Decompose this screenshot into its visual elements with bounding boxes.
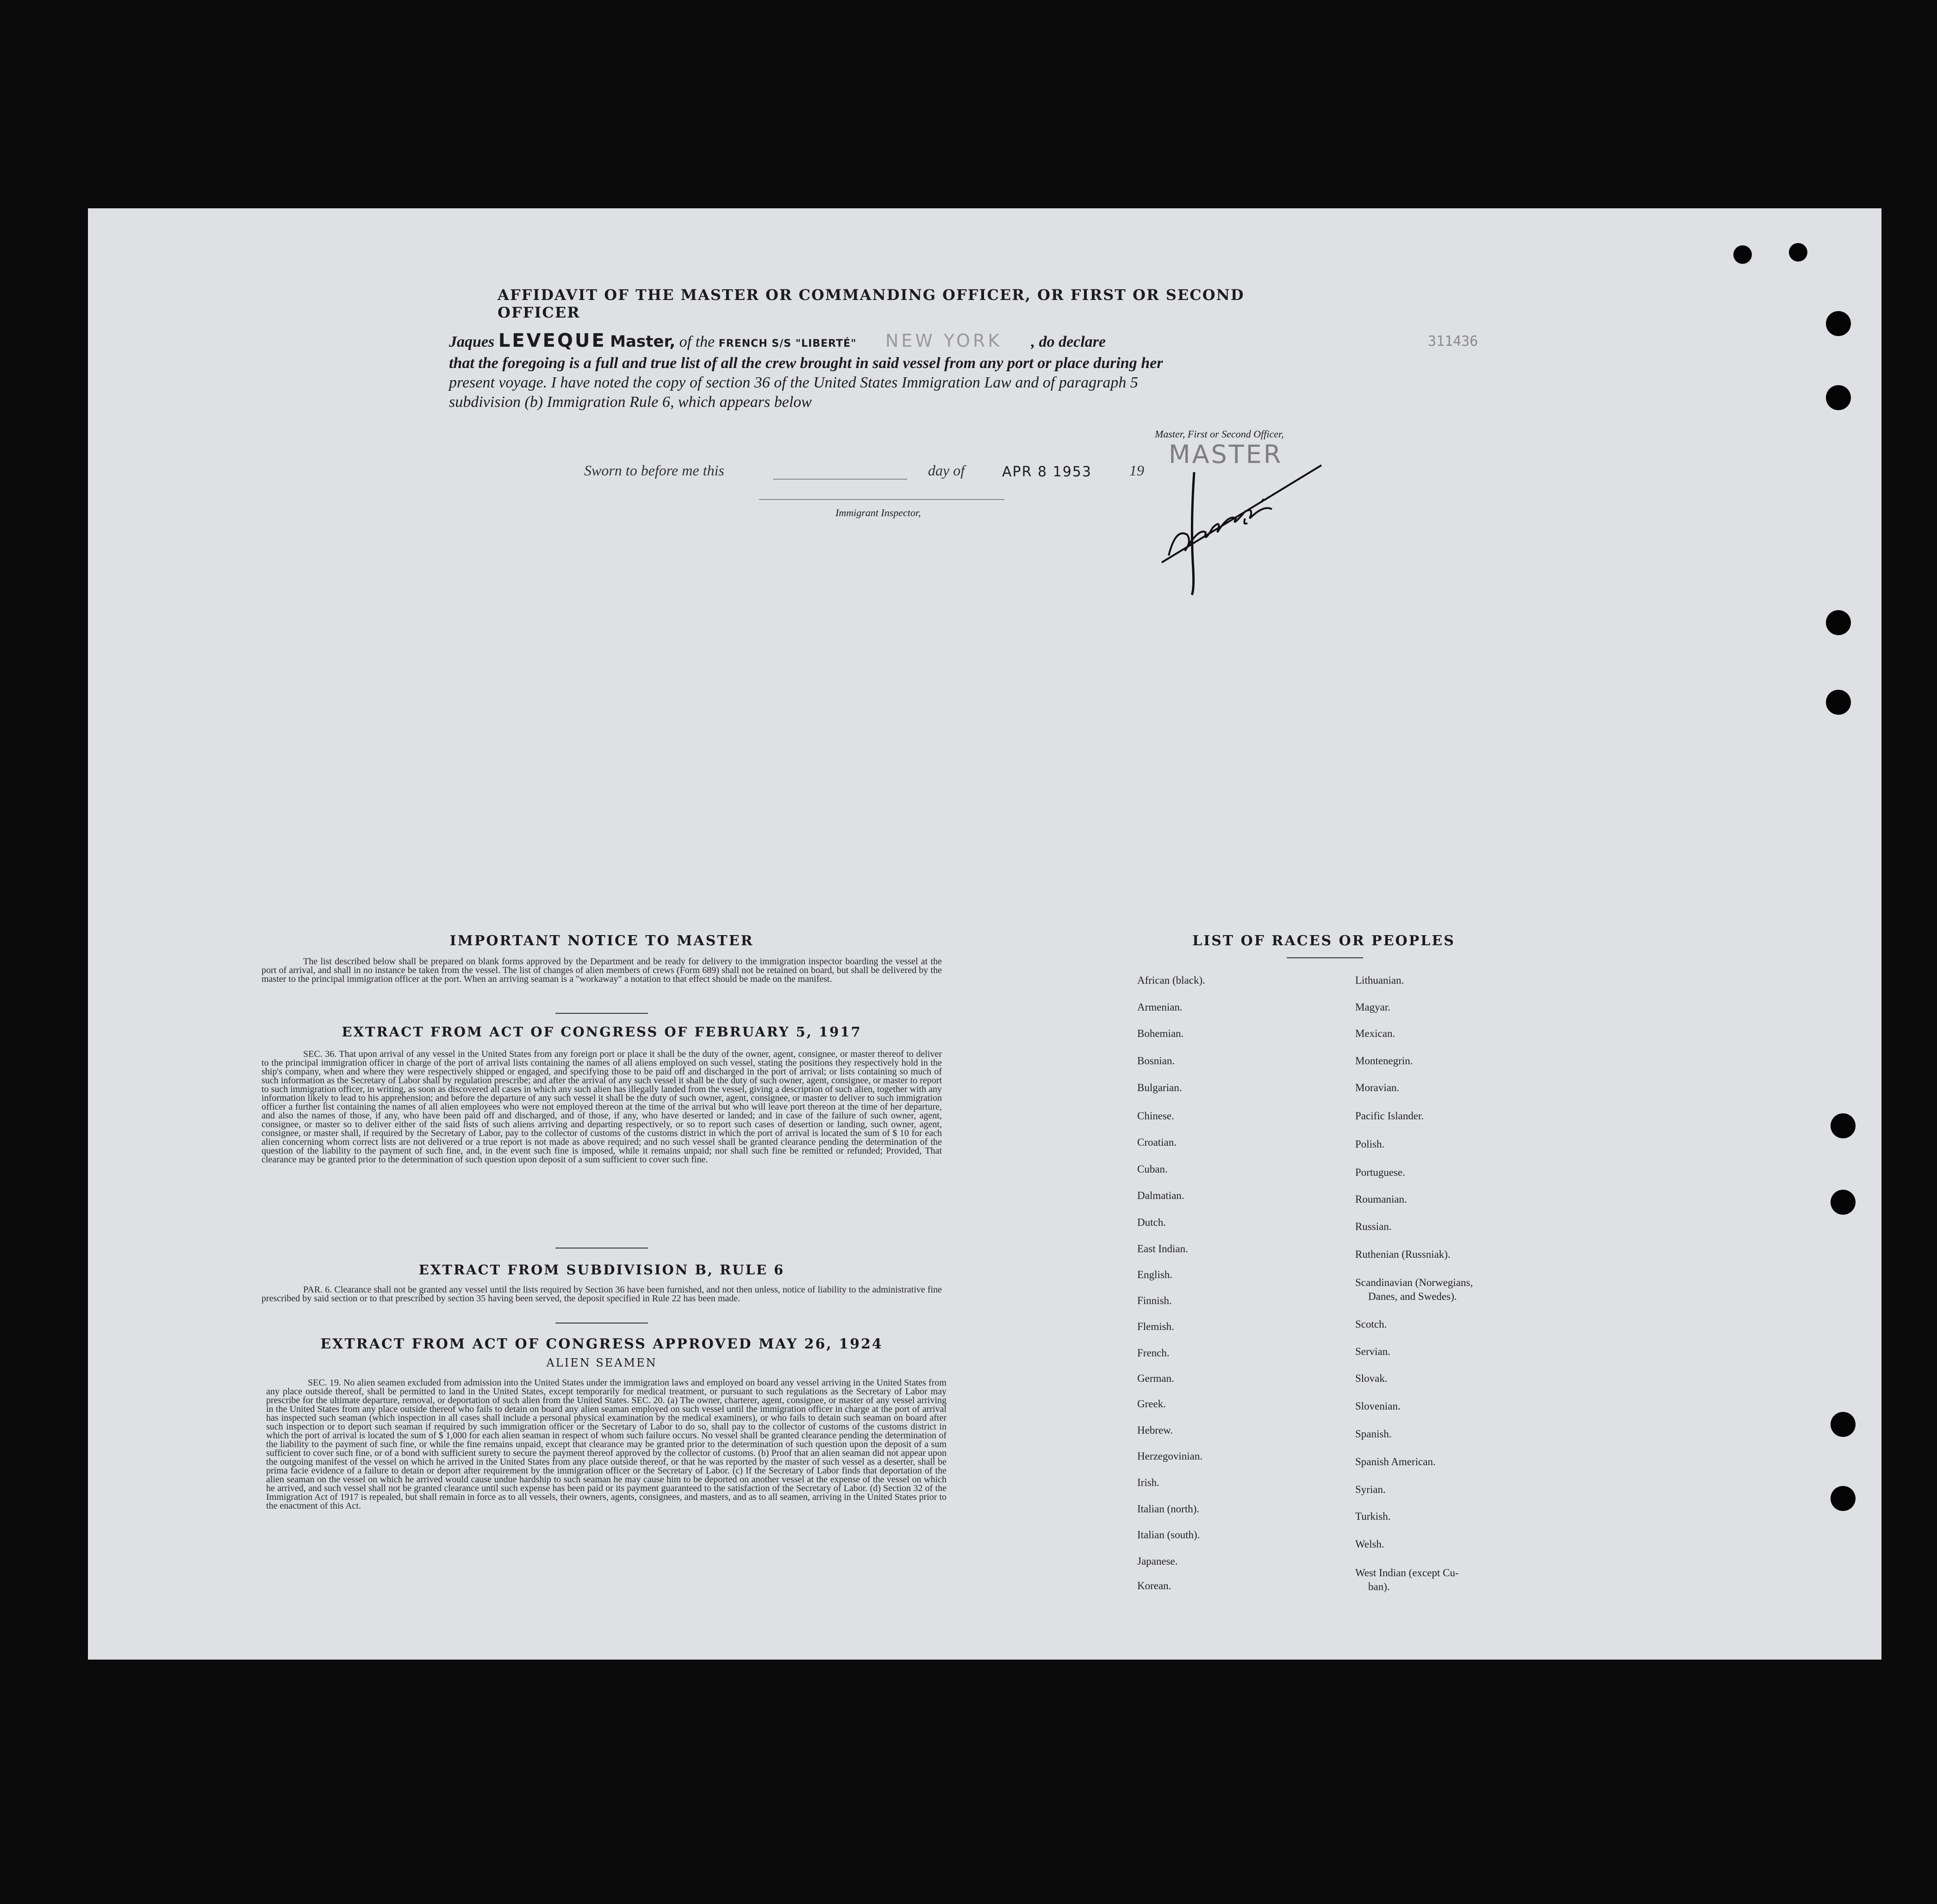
- race-item: Herzegovinian.: [1137, 1450, 1203, 1462]
- master-signature: [1148, 458, 1333, 597]
- inspector-caption: Immigrant Inspector,: [835, 507, 921, 518]
- punch-hole: [1826, 610, 1851, 635]
- race-item: Dutch.: [1137, 1217, 1166, 1228]
- punch-hole: [1831, 1412, 1856, 1437]
- race-item: Italian (north).: [1137, 1503, 1200, 1515]
- declaration-line-4: subdivision (b) Immigration Rule 6, which appears below: [449, 393, 812, 411]
- race-item: Welsh.: [1355, 1538, 1384, 1550]
- race-item: Montenegrin.: [1355, 1055, 1413, 1067]
- master-word: Master,: [610, 332, 676, 351]
- punch-hole: [1826, 385, 1851, 410]
- race-item: African (black).: [1137, 974, 1205, 986]
- master-name-handwritten: Jaques: [449, 333, 495, 350]
- race-item: Flemish.: [1137, 1321, 1174, 1332]
- race-item: Japanese.: [1137, 1555, 1178, 1567]
- race-item: Syrian.: [1355, 1484, 1386, 1495]
- race-item: Dalmatian.: [1137, 1190, 1184, 1201]
- notice-title: IMPORTANT NOTICE TO MASTER: [449, 933, 754, 949]
- year-prefix: 19: [1129, 462, 1144, 479]
- port-stamp: NEW YORK: [885, 331, 1003, 351]
- extract2-title: EXTRACT FROM SUBDIVISION B, RULE 6: [418, 1262, 785, 1278]
- race-item: Scotch.: [1355, 1318, 1387, 1330]
- race-item: Scandinavian (Norwegians,: [1355, 1277, 1473, 1288]
- race-item: Spanish.: [1355, 1428, 1392, 1440]
- race-item: West Indian (except Cu-: [1355, 1567, 1459, 1579]
- race-item: German.: [1137, 1373, 1174, 1384]
- race-item: Portuguese.: [1355, 1167, 1405, 1178]
- races-title: LIST OF RACES OR PEOPLES: [1192, 933, 1455, 949]
- race-item: Spanish American.: [1355, 1456, 1436, 1467]
- corner-stamp: 311436: [1428, 333, 1478, 350]
- inspector-signature-line: [759, 499, 1004, 500]
- race-item: Pacific Islander.: [1355, 1110, 1424, 1122]
- declaration-line-2: that the foregoing is a full and true list of all the crew brought in said vessel from any port or place during her: [449, 355, 1163, 372]
- rule: [555, 1248, 648, 1249]
- extract2-text: PAR. 6. Clearance shall not be granted any vessel until the lists required by Section 36 have been furnished, and not then unless, notice of liability to the administrative fine prescribed by said section or to that prescribed by section 35 having been served, the deposit specified in Rule 22 has been made.: [262, 1285, 942, 1304]
- master-stamp: MASTER: [1169, 440, 1283, 469]
- extract3-text: SEC. 19. No alien seamen excluded from admission into the United States under the immigration laws and employed on board any vessel arriving in the United States from any place outside thereof, shall be permitted to land in the United States, except temporarily for medical treatment, or pursuant to such regulations as the Secretary of Labor may prescribe for the ultimate departure, removal, or deportation of such alien from the United States. SEC. 20. (a) The owner, charterer, agent, consignee, or master of any vessel arriving in the United States from any place outside thereof who fails to detain on board any alien seaman employed on such vessel until the immigration officer in charge at the port of arrival has inspected such seaman (which inspection in all cases shall include a personal physical examination by the medical examiners), or who fails to detain such seaman on board after such inspection or to deport such seaman if required by such immigration officer or the Secretary of Labor to do so, shall pay to the collector of customs of the customs district in which the port of arrival is located the sum of $ 1,000 for each alien seaman in respect of whom such failure occurs. No vessel shall be granted clearance pending the determination of the liability to the payment of such fine, or while the fine remains unpaid, except that clearance may be granted prior to the determination of such question upon the deposit of a sum sufficient to cover such fine, or of a bond with sufficient surety to secure the payment thereof approved by the collector of customs. (b) Proof that an alien seaman did not appear upon the outgoing manifest of the vessel on which he arrived in the United States from any place outside thereof, or that he was reported by the master of such vessel as a deserter, shall be prima facie evidence of a failure to detain or deport after requirement by the immigration officer or the Secretary of Labor. (c) If the Secretary of Labor finds that deportation of the alien seaman on the vessel on which he arrived would cause undue hardship to such seaman he may cause him to be deported on another vessel at the expense of the vessel on which he arrived, and such vessel shall not be granted clearance until such expense has been paid or its payment guaranteed to the satisfaction of the Secretary of Labor. (d) Section 32 of the Immigration Act of 1917 is repealed, but shall remain in force as to all vessels, their owners, agents, consignees, and masters, and as to all seamen, arriving in the United States prior to the enactment of this Act.: [266, 1378, 947, 1511]
- extract1-title: EXTRACT FROM ACT OF CONGRESS OF FEBRUARY 5, 1917: [342, 1024, 862, 1040]
- punch-hole: [1831, 1113, 1856, 1138]
- extract3-title: EXTRACT FROM ACT OF CONGRESS APPROVED MAY 26, 1924: [320, 1336, 883, 1352]
- race-item: Chinese.: [1137, 1110, 1174, 1122]
- race-item: Ruthenian (Russniak).: [1355, 1249, 1451, 1260]
- race-item: Croatian.: [1137, 1136, 1177, 1148]
- race-item: Magyar.: [1355, 1001, 1391, 1013]
- race-item: Lithuanian.: [1355, 974, 1404, 986]
- race-item: ban).: [1368, 1581, 1390, 1592]
- affidavit-title: AFFIDAVIT OF THE MASTER OR COMMANDING OFFICER, OR FIRST OR SECOND OFFICER: [498, 286, 1245, 321]
- punch-hole: [1831, 1190, 1856, 1215]
- master-name-typed: LEVEQUE: [498, 330, 606, 351]
- race-item: Polish.: [1355, 1138, 1385, 1150]
- race-item: Bosnian.: [1137, 1055, 1175, 1067]
- race-item: Bohemian.: [1137, 1028, 1184, 1039]
- day-of-text: day of: [928, 462, 965, 479]
- punch-hole: [1789, 243, 1807, 262]
- sworn-text: Sworn to before me this: [584, 462, 724, 479]
- race-item: Greek.: [1137, 1398, 1166, 1410]
- race-item: Cuban.: [1137, 1163, 1168, 1175]
- race-item: French.: [1137, 1347, 1170, 1359]
- race-item: Italian (south).: [1137, 1529, 1200, 1541]
- race-item: Mexican.: [1355, 1028, 1395, 1039]
- race-item: Hebrew.: [1137, 1424, 1173, 1436]
- of-the-text: of the: [679, 333, 715, 350]
- punch-hole: [1831, 1486, 1856, 1511]
- do-declare-text: , do declare: [1031, 333, 1106, 350]
- punch-hole: [1733, 245, 1752, 264]
- declaration-line-3: present voyage. I have noted the copy of section 36 of the United States Immigration Law and of paragraph 5: [449, 374, 1138, 391]
- race-item: Danes, and Swedes).: [1368, 1291, 1457, 1302]
- punch-hole: [1826, 311, 1851, 336]
- race-item: Russian.: [1355, 1221, 1392, 1232]
- signature-caption: Master, First or Second Officer,: [1155, 428, 1284, 440]
- day-line: [773, 479, 907, 480]
- race-item: Finnish.: [1137, 1295, 1172, 1306]
- punch-hole: [1826, 690, 1851, 715]
- race-item: Irish.: [1137, 1477, 1159, 1488]
- race-item: Bulgarian.: [1137, 1082, 1182, 1093]
- rule: [555, 1013, 648, 1014]
- race-item: Moravian.: [1355, 1082, 1400, 1093]
- notice-intro: The list described below shall be prepared on blank forms approved by the Department and be ready for delivery to the immigration inspector boarding the vessel at the port of arrival, and shall in no instance be taken from the vessel. The list of changes of alien members of crews (Form 689) shall not be retained on board, but shall be delivered by the master to the principal immigration officer at the port. When an arriving seaman is a "workaway" a notation to that effect should be made on the manifest.: [262, 956, 942, 984]
- race-item: Armenian.: [1137, 1001, 1183, 1013]
- race-item: Slovak.: [1355, 1373, 1388, 1384]
- declaration-block: [449, 331, 1319, 412]
- race-item: English.: [1137, 1269, 1173, 1280]
- race-item: Korean.: [1137, 1580, 1171, 1592]
- extract1-text: SEC. 36. That upon arrival of any vessel in the United States from any foreign port or place it shall be the duty of the owner, agent, consignee, or master thereof to deliver to the principal immigration officer in charge of the port of arrival lists containing the names of all aliens employed on such vessel, stating the positions they respectively hold in the ship's company, when and where they were respectively shipped or engaged, and specifying those to be paid off and discharged in the port of arrival; or lists containing so much of such information as the Secretary of Labor shall by regulation prescribe; and after the arrival of any such vessel it shall be the duty of such owner, agent, consignee, or master to report to such immigration officer, in writing, as soon as discovered all cases in which any such alien has illegally landed from the vessel, giving a description of such alien, together with any information likely to lead to his apprehension; and before the departure of any such vessel it shall be the duty of such owner, agent, consignee, or master to deliver to such immigration officer a further list containing the names of all alien employees who were not employed thereon at the time of the arrival but who will leave port thereon at the time of her departure, and also the names of those, if any, who have been paid off and discharged, and of those, if any, who have deserted or landed; and in case of the failure of such owner, agent, consignee, or master so to deliver either of the said lists of such aliens arriving and departing respectively, or so to report such cases of desertion or landing, such owner, agent, consignee, or master shall, if required by the Secretary of Labor, pay to the collector of customs of the customs district in which the port of arrival is located the sum of $ 10 for each alien concerning whom correct lists are not delivered or a true report is not made as above required; and no such vessel shall be granted clearance pending the determination of the question of the liability to the payment of such fine, and, in the event such fine is imposed, while it remains unpaid; nor shall such fine be remitted or refunded; Provided, That clearance may be granted prior to the determination of such question upon deposit of a sum sufficient to cover such fine.: [262, 1049, 942, 1165]
- race-item: Roumanian.: [1355, 1193, 1407, 1205]
- race-item: East Indian.: [1137, 1243, 1188, 1255]
- date-stamp: APR 8 1953: [1002, 464, 1092, 480]
- race-item: Slovenian.: [1355, 1400, 1401, 1412]
- race-item: Servian.: [1355, 1346, 1391, 1357]
- vessel-name: FRENCH S/S "LIBERTÉ": [718, 338, 857, 350]
- race-item: Turkish.: [1355, 1511, 1391, 1522]
- rule: [1287, 957, 1363, 958]
- extract3-subtitle: ALIEN SEAMEN: [546, 1356, 657, 1369]
